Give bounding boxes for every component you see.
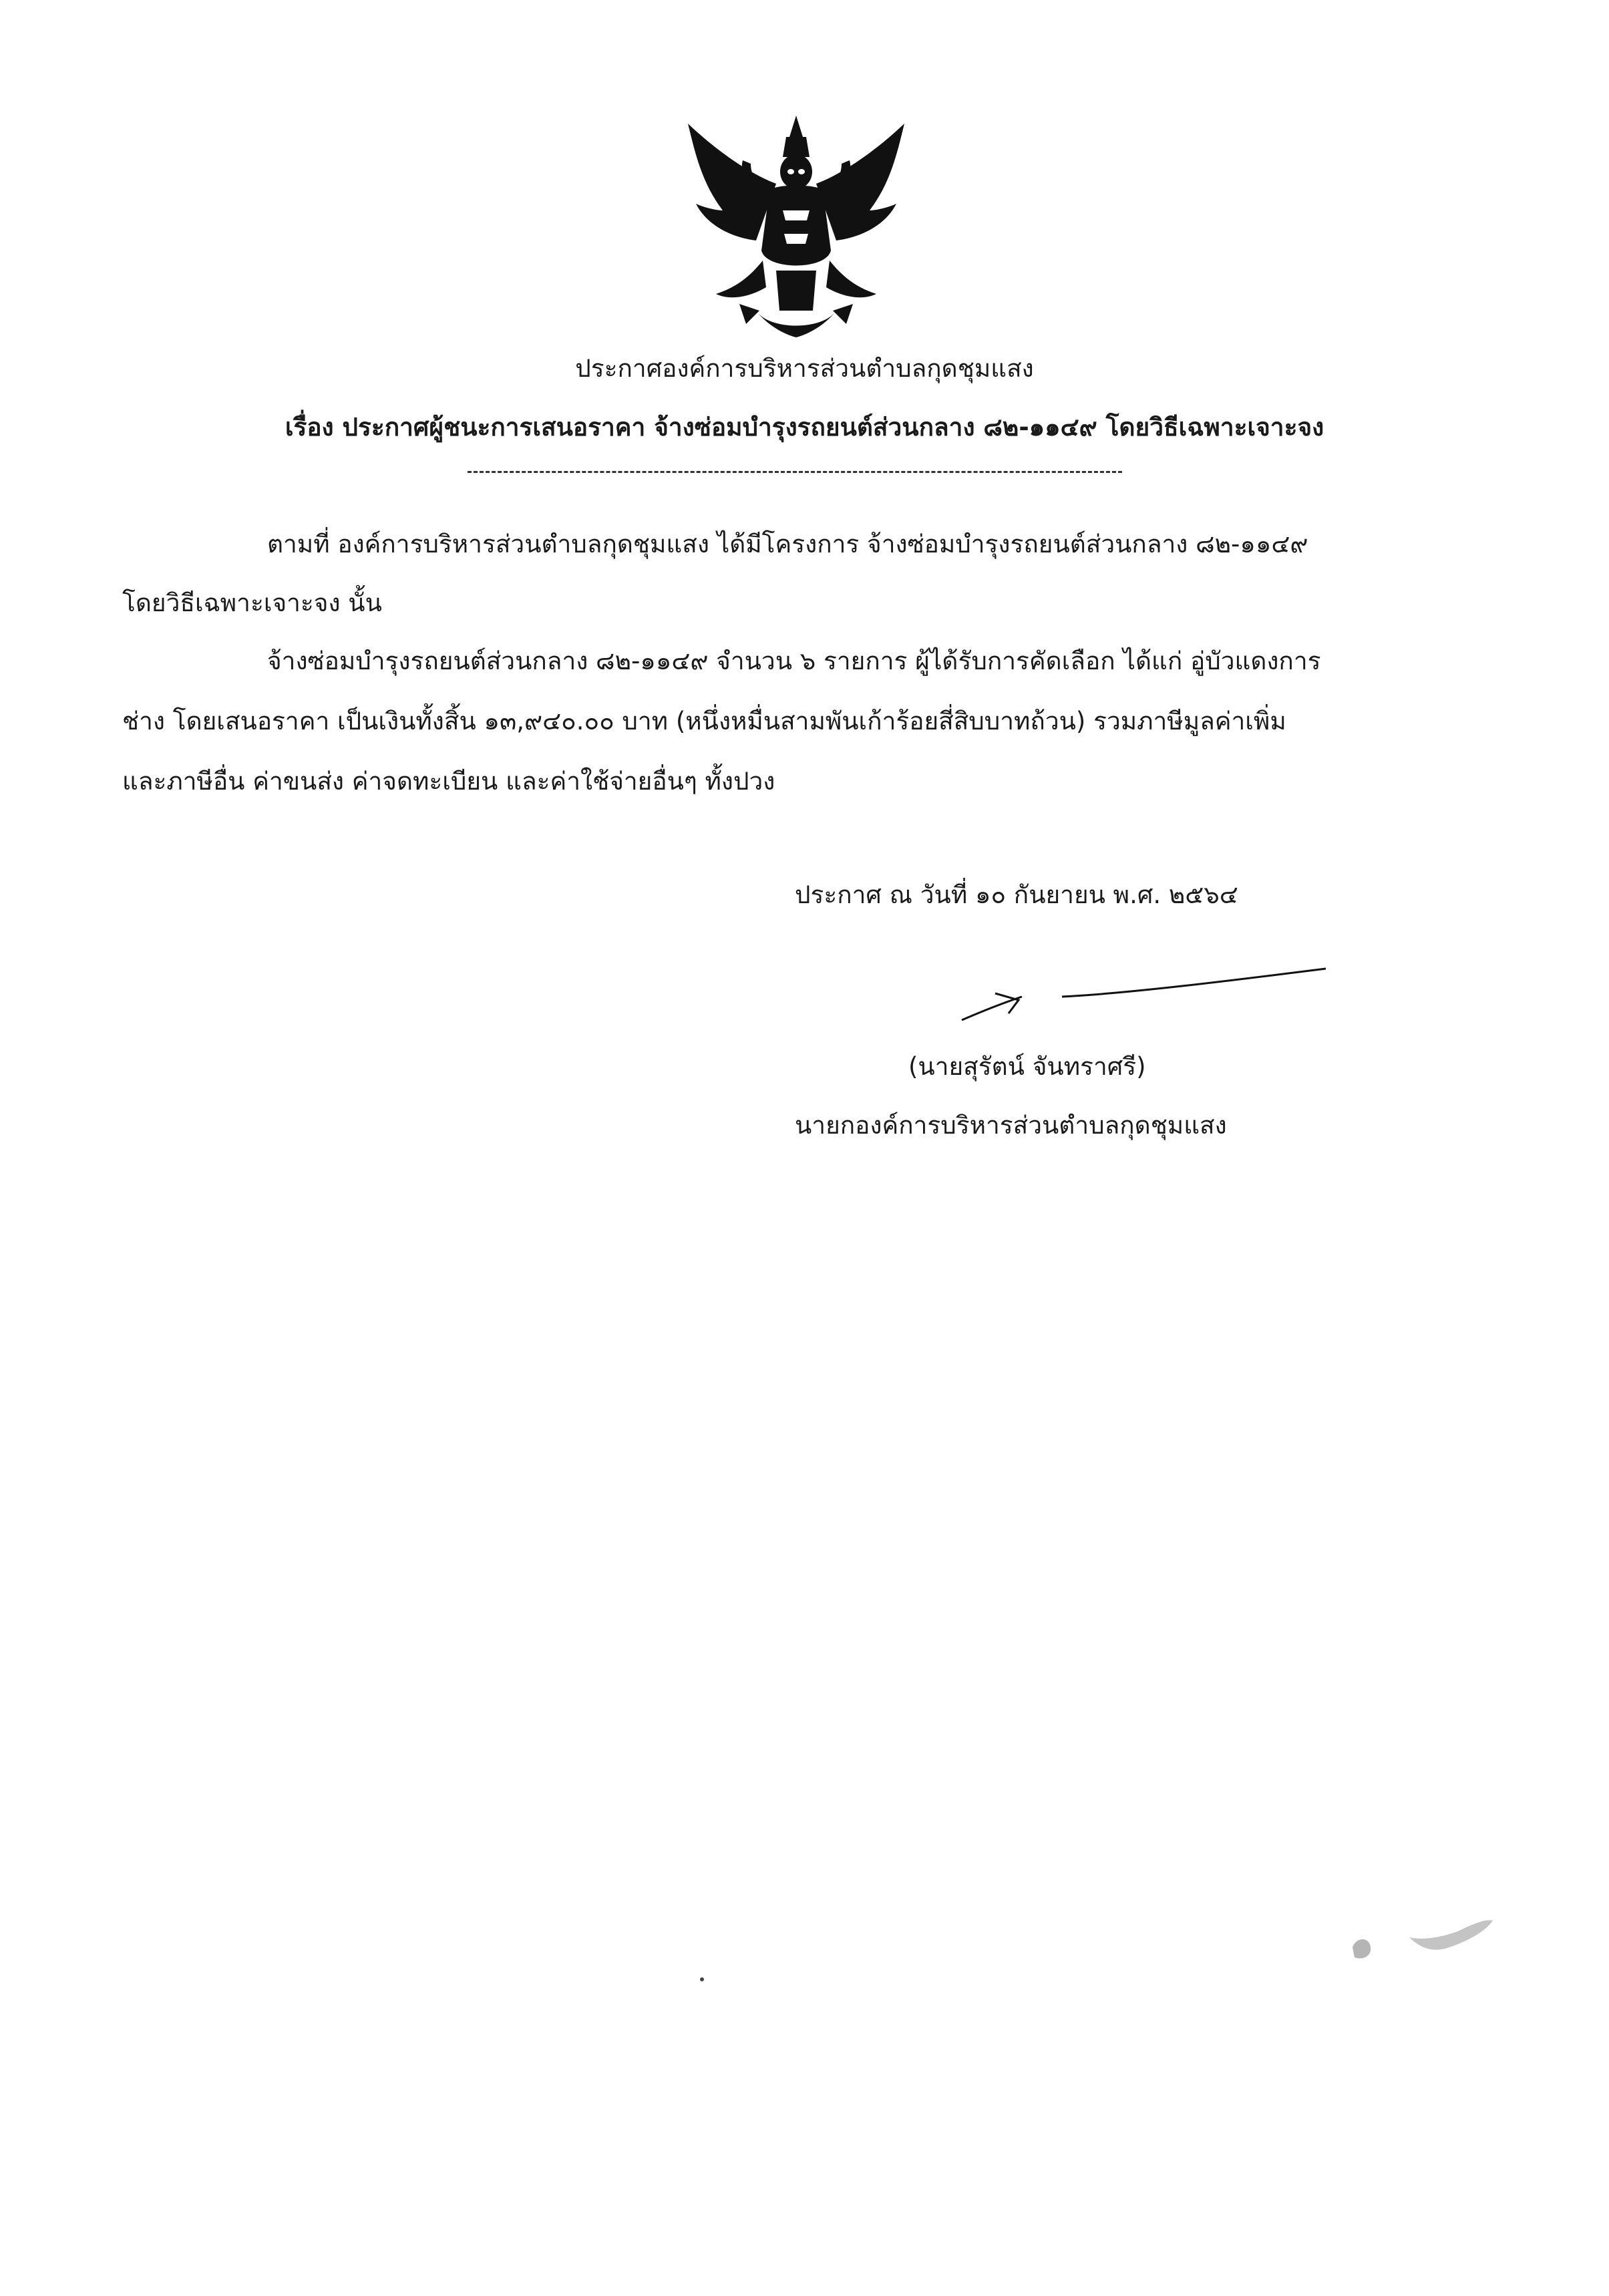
paragraph-1-line-2: โดยวิธีเฉพาะเจาะจง นั้น [122,589,382,617]
paragraph-2-line-2: ช่าง โดยเสนอราคา เป็นเงินทั้งสิ้น ๑๓,๙๔๐.๐๐ บาท (หนึ่งหมื่นสามพันเก้าร้อยสี่สิบบาทถ้วน) รวมภาษีมูลค่าเพิ่ม [122,707,1286,735]
paragraph-2-line-1: จ้างซ่อมบำรุงรถยนต์ส่วนกลาง ๘๒-๑๑๔๙ จำนวน ๖ รายการ ผู้ได้รับการคัดเลือก ได้แก่ อู่บัวแดงการ [267,647,1321,675]
scan-speck [700,1977,704,1981]
document-title: ประกาศองค์การบริหารส่วนตำบลกุดชุมแสง [575,354,1034,383]
signer-name: (นายสุรัตน์ จันทราศรี) [908,1052,1146,1081]
handwritten-signature [955,957,1329,1030]
signer-title: นายกองค์การบริหารส่วนตำบลกุดชุมแสง [795,1111,1227,1140]
scan-smudge [1343,1911,1496,1964]
announcement-date: ประกาศ ณ วันที่ ๑๐ กันยายน พ.ศ. ๒๕๖๔ [795,880,1238,909]
garuda-emblem-icon [676,110,916,341]
paragraph-1-line-1: ตามที่ องค์การบริหารส่วนตำบลกุดชุมแสง ได้มีโครงการ จ้างซ่อมบำรุงรถยนต์ส่วนกลาง ๘๒-๑๑๔๙ [267,530,1308,558]
document-subject: เรื่อง ประกาศผู้ชนะการเสนอราคา จ้างซ่อมบำรุงรถยนต์ส่วนกลาง ๘๒-๑๑๔๙ โดยวิธีเฉพาะเจาะจง [285,413,1324,442]
dashed-divider [468,471,1122,473]
paragraph-2-line-3: และภาษีอื่น ค่าขนส่ง ค่าจดทะเบียน และค่าใช้จ่ายอื่นๆ ทั้งปวง [122,767,775,796]
